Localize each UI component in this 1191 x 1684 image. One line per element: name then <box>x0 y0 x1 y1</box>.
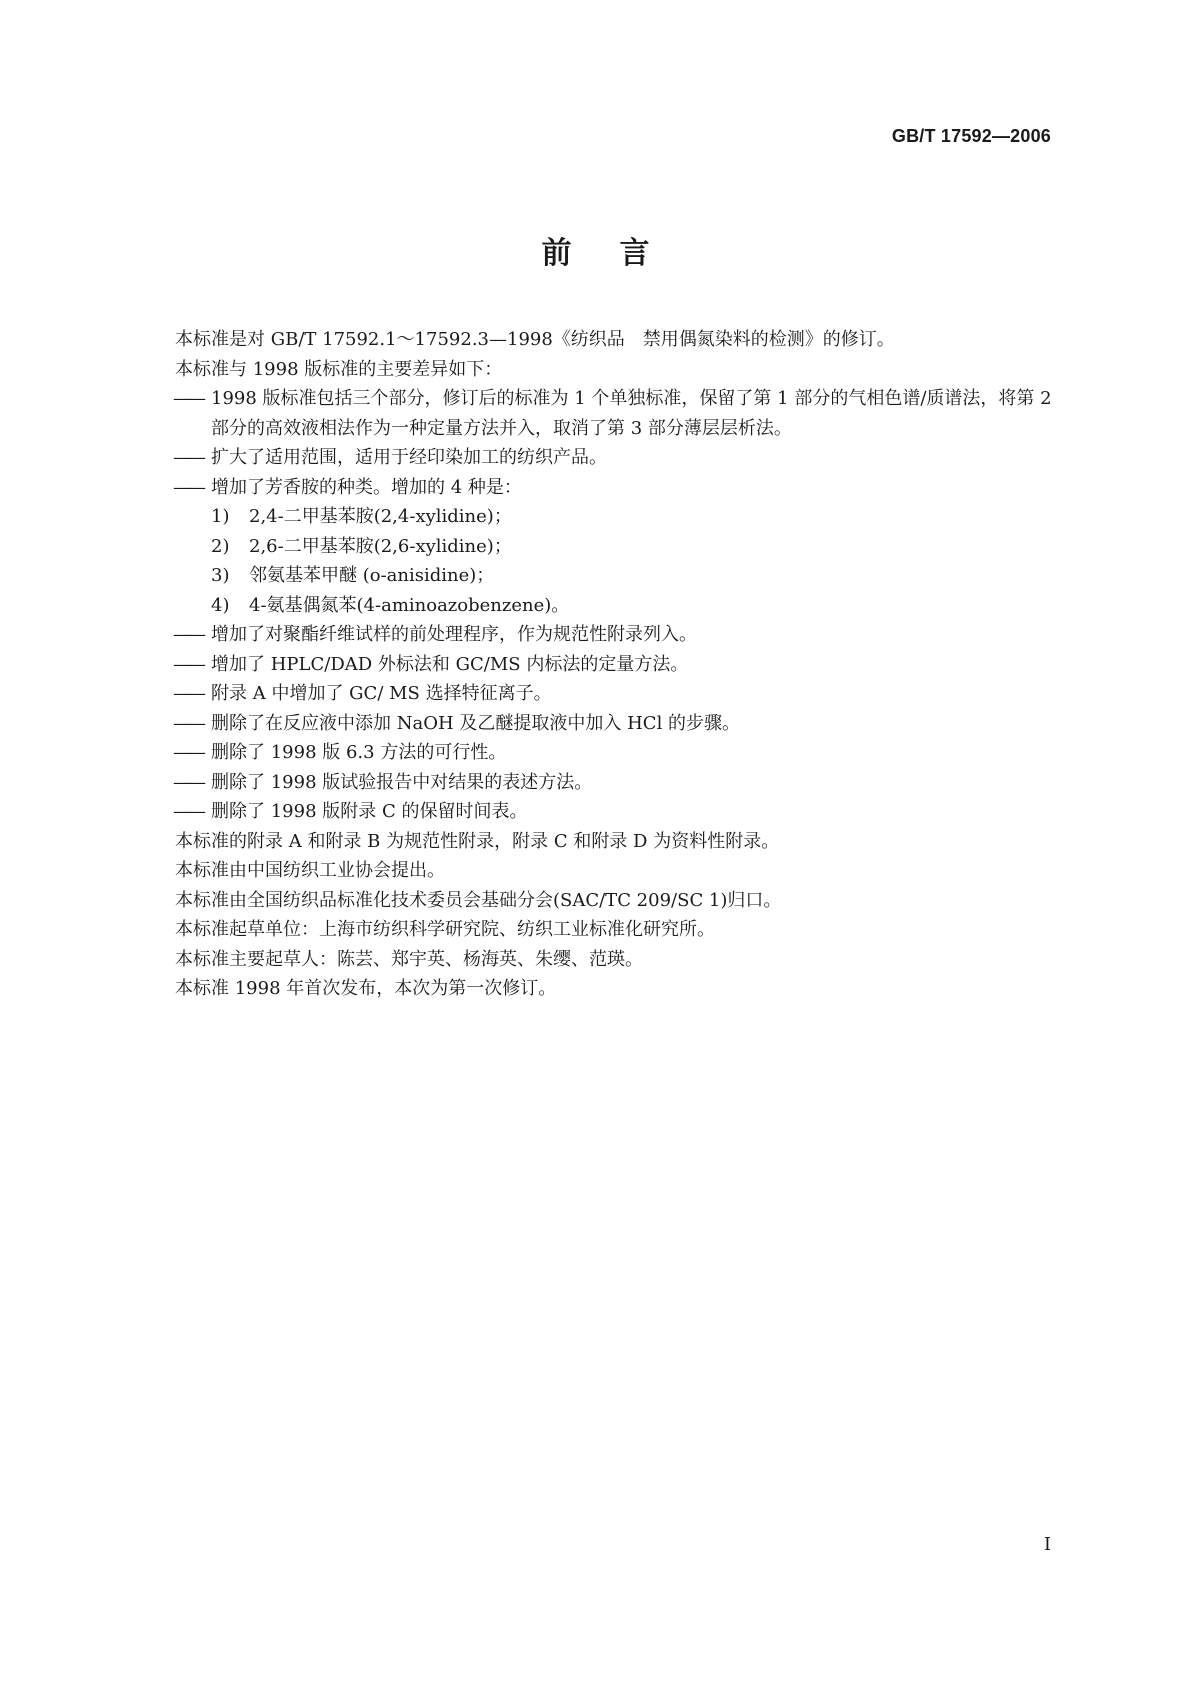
paragraph: 本标准主要起草人：陈芸、郑宇英、杨海英、朱缨、范瑛。 <box>175 948 643 970</box>
dash-list-item <box>175 473 1075 503</box>
dash-marker: —— <box>173 388 203 409</box>
sub-item-number: 3) <box>211 565 230 586</box>
dash-marker: —— <box>173 771 203 793</box>
dash-list-item <box>175 797 1075 827</box>
paragraph: 本标准起草单位：上海市纺织科学研究院、纺织工业标准化研究所。 <box>175 919 715 940</box>
paragraph: 本标准 1998 年首次发布，本次为第一次修订。 <box>175 978 557 999</box>
dash-list-item <box>175 384 1075 443</box>
paragraph: 本标准由中国纺织工业协会提出。 <box>175 860 445 881</box>
dash-list-item <box>175 620 1075 650</box>
paragraph: 本标准与 1998 版标准的主要差异如下： <box>175 358 503 380</box>
list-item-text: 附录 A 中增加了 GC/ MS 选择特征离子。 <box>211 683 552 704</box>
numbered-sub-item <box>175 502 1075 532</box>
dash-list-item <box>175 709 1075 739</box>
paragraph: 本标准由全国纺织品标准化技术委员会基础分会(SAC/TC 209/SC 1)归口。 <box>175 889 782 911</box>
sub-item-text: 4-氨基偶氮苯(4-aminoazobenzene)。 <box>249 594 570 616</box>
dash-marker: —— <box>173 683 203 704</box>
dash-marker: —— <box>173 801 203 822</box>
list-item-text: 增加了对聚酯纤维试样的前处理程序，作为规范性附录列入。 <box>211 624 697 645</box>
page-title: 前言 <box>541 236 698 271</box>
dash-marker: —— <box>173 476 203 498</box>
numbered-sub-item <box>175 561 1075 591</box>
dash-marker: —— <box>173 712 203 734</box>
list-item-text: 删除了在反应液中添加 NaOH 及乙醚提取液中加入 HCl 的步骤。 <box>211 712 741 734</box>
list-item-text: 扩大了适用范围，适用于经印染加工的纺织产品。 <box>211 447 607 468</box>
sub-item-text: 2,4-二甲基苯胺(2,4-xylidine)； <box>249 506 512 527</box>
list-item-text: 增加了芳香胺的种类。增加的 4 种是： <box>211 476 522 498</box>
sub-item-text: 邻氨基苯甲醚 (o-anisidine)； <box>249 565 495 586</box>
list-item-text: 1998 版标准包括三个部分，修订后的标准为 1 个单独标准，保留了第 1 部分的气相色谱/质谱法，将第 2 部分的高效液相法作为一种定量方法并入，取消了第 3 部分薄层层析法。 <box>211 388 1052 439</box>
dash-marker: —— <box>173 447 203 468</box>
dash-list-item <box>175 443 1075 473</box>
dash-list-item <box>175 650 1075 680</box>
foreword-body <box>175 325 1075 1004</box>
standard-number: GB/T 17592—2006 <box>891 126 1051 146</box>
list-item-text: 增加了 HPLC/DAD 外标法和 GC/MS 内标法的定量方法。 <box>211 653 689 675</box>
sub-item-number: 4) <box>211 594 230 616</box>
sub-item-number: 2) <box>211 535 230 557</box>
dash-marker: —— <box>173 624 203 645</box>
list-item-text: 删除了 1998 版附录 C 的保留时间表。 <box>211 801 528 822</box>
dash-marker: —— <box>173 653 203 675</box>
sub-item-number: 1) <box>211 506 230 527</box>
list-item-text: 删除了 1998 版 6.3 方法的可行性。 <box>211 742 507 763</box>
sub-item-text: 2,6-二甲基苯胺(2,6-xylidine)； <box>249 535 512 557</box>
dash-marker: —— <box>173 742 203 763</box>
dash-list-item <box>175 768 1075 798</box>
dash-list-item <box>175 679 1075 709</box>
numbered-sub-item <box>175 591 1075 621</box>
page-number: I <box>1043 1534 1051 1555</box>
numbered-sub-item <box>175 532 1075 562</box>
paragraph: 本标准的附录 A 和附录 B 为规范性附录，附录 C 和附录 D 为资料性附录。 <box>175 830 780 852</box>
dash-list-item <box>175 738 1075 768</box>
list-item-text: 删除了 1998 版试验报告中对结果的表述方法。 <box>211 771 593 793</box>
paragraph: 本标准是对 GB/T 17592.1～17592.3—1998《纺织品 禁用偶氮染料的检测》的修订。 <box>175 329 895 350</box>
